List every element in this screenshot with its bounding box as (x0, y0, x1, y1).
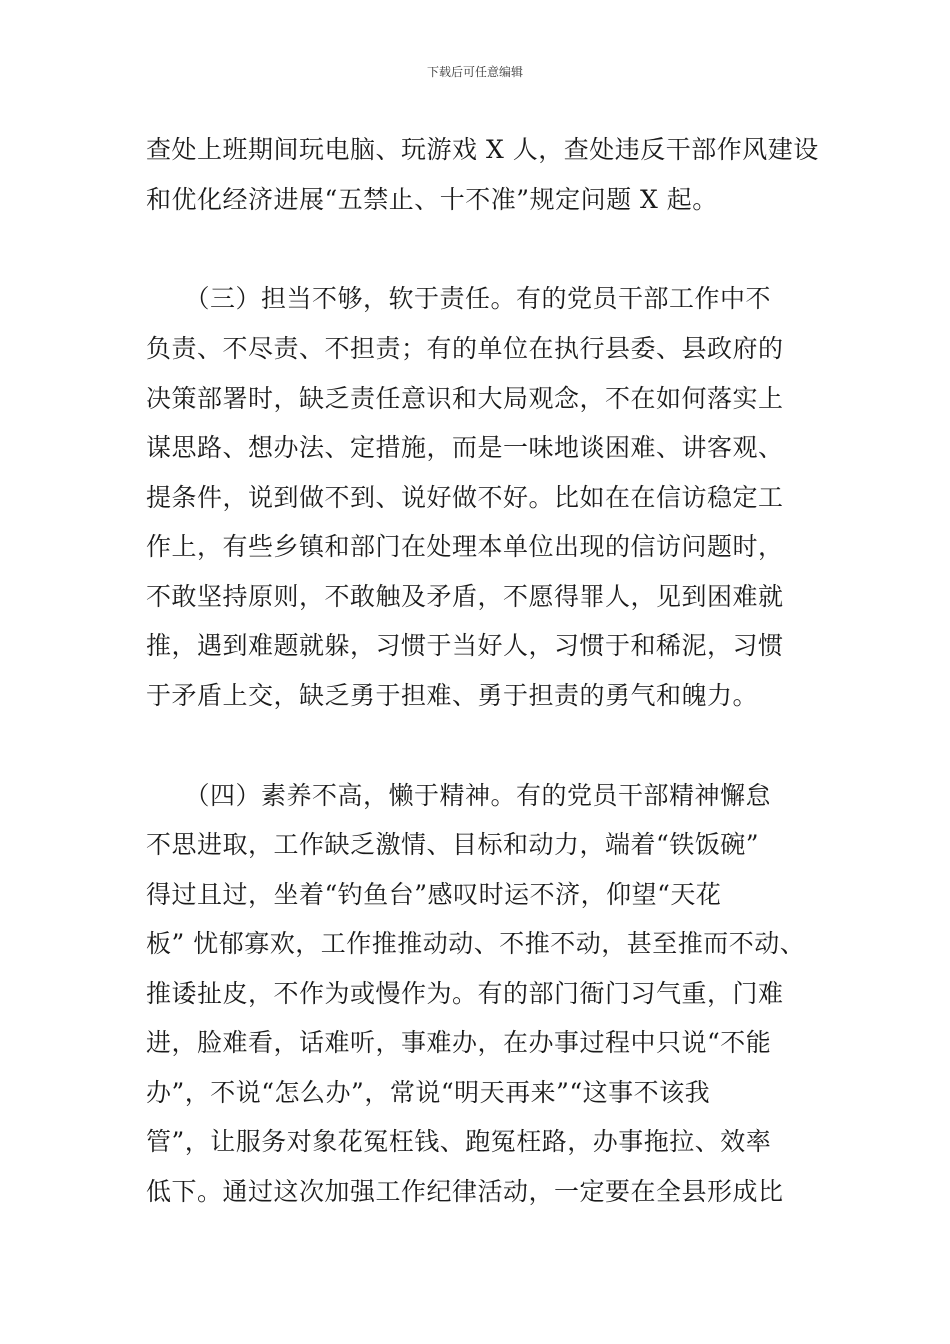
text-line: 管”，让服务对象花冤枉钱、跑冤枉路，办事拖拉、效率 (146, 1127, 772, 1156)
text-line: 不思进取，工作缺乏激情、目标和动力，端着“铁饭碗” (146, 830, 760, 859)
text-line: 于矛盾上交，缺乏勇于担难、勇于担责的勇气和魄力。 (146, 681, 759, 710)
text-line: 低下。通过这次加强工作纪律活动，一定要在全县形成比 (146, 1177, 784, 1206)
text-line: 不敢坚持原则，不敢触及矛盾，不愿得罪人，见到困难就 (146, 582, 784, 611)
text-line: 提条件，说到做不到、说好做不好。比如在在信访稳定工 (146, 483, 784, 512)
text-line: 进，脸难看，话难听，事难办，在办事过程中只说“不能 (146, 1028, 772, 1057)
text-line: 负责、不尽责、不担责；有的单位在执行县委、县政府的 (146, 334, 784, 363)
text-line: 查处上班期间玩电脑、玩游戏 X 人，查处违反干部作风建设 (146, 135, 819, 164)
paragraph-heading-4: （四）素养不高，懒于精神。有的党员干部精神懈怠 (146, 781, 772, 810)
page-header: 下载后可任意编辑 (426, 65, 523, 79)
text-line: 决策部署时，缺乏责任意识和大局观念，不在如何落实上 (146, 384, 784, 413)
text-line: 推诿扯皮，不作为或慢作为。有的部门衙门习气重，门难 (146, 979, 784, 1008)
text-line: 得过且过，坐着“钓鱼台”感叹时运不济，仰望“天花 (146, 880, 722, 909)
text-line: 办”，不说“怎么办”，常说“明天再来”“这事不该我 (146, 1078, 711, 1107)
text-line: 板” 忧郁寡欢，工作推推动动、不推不动，甚至推而不动、 (146, 929, 806, 958)
text-line: 推，遇到难题就躲，习惯于当好人，习惯于和稀泥，习惯 (146, 631, 784, 660)
text-line: 和优化经济进展“五禁止、十不准”规定问题 X 起。 (146, 185, 718, 214)
paragraph-heading-3: （三）担当不够，软于责任。有的党员干部工作中不 (146, 284, 772, 313)
text-line: 谋思路、想办法、定措施，而是一味地谈困难、讲客观、 (146, 433, 784, 462)
text-line: 作上，有些乡镇和部门在处理本单位出现的信访问题时， (146, 532, 784, 561)
